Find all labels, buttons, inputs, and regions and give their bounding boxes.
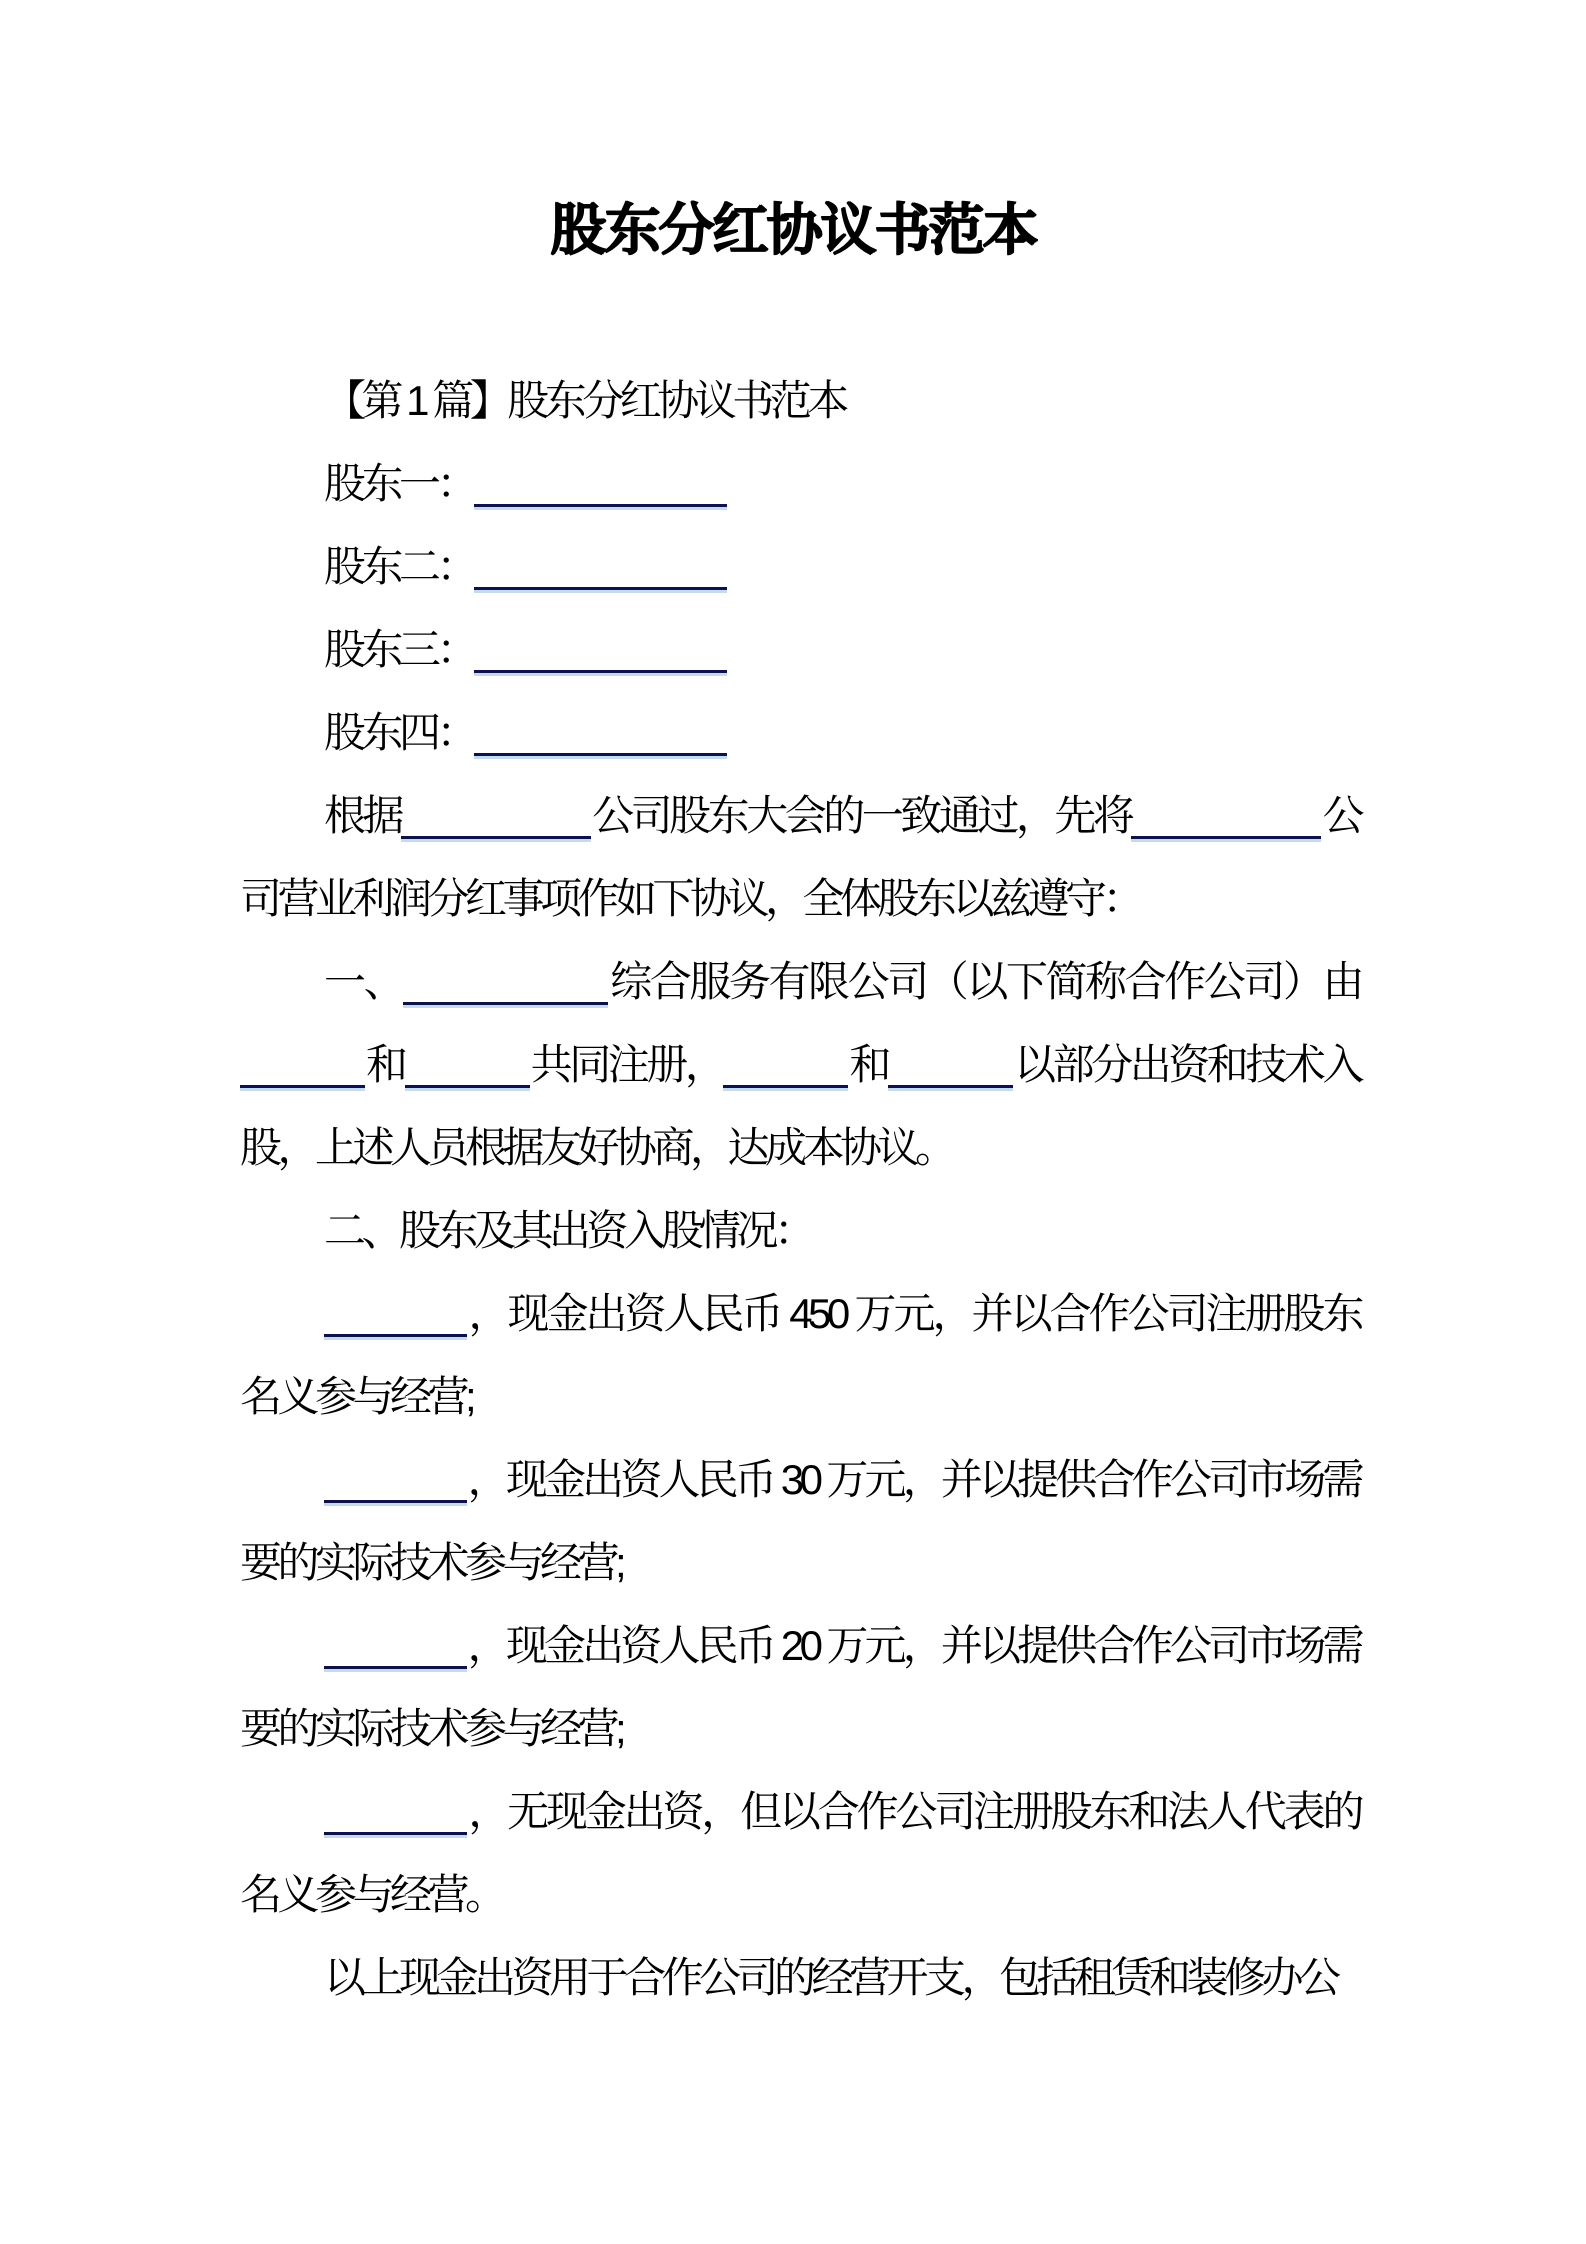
shareholder-1-line xyxy=(240,442,1360,525)
text-run: 以上现金出资用于合作公司的经营开支，包括租赁和装修办公 xyxy=(324,1954,1337,2001)
contribution-3-paragraph xyxy=(240,1604,1360,1770)
text-run: 【第 1 篇】股东分红协议书范本 xyxy=(324,377,845,424)
text-run: 股东三： xyxy=(324,626,475,673)
text-run: 和 xyxy=(848,1041,889,1088)
shareholder-4-line xyxy=(240,691,1360,774)
blank-underline xyxy=(324,1470,467,1503)
blank-underline xyxy=(401,806,591,839)
clause-1-paragraph xyxy=(240,940,1360,1189)
text-run: 一、 xyxy=(324,958,404,1005)
text-run: 股东一： xyxy=(324,460,475,507)
contribution-4-paragraph xyxy=(240,1770,1360,1936)
blank-underline xyxy=(403,972,608,1005)
text-run: ，无现金出资，但以合作公司注册股东和法人代表的名义参与经营。 xyxy=(240,1788,1360,1918)
text-run: 综合服务有限公司（以下简称合作公司）由 xyxy=(608,958,1360,1005)
text-run: 股东四： xyxy=(324,709,475,756)
text-run: 公司股东大会的一致通过，先将 xyxy=(591,792,1132,839)
section-heading xyxy=(240,359,1360,442)
blank-underline xyxy=(324,1802,467,1835)
text-run: 根据 xyxy=(324,792,402,839)
document-title: 股东分红协议书范本 xyxy=(550,198,1036,261)
shareholder-2-line xyxy=(240,525,1360,608)
text-run: 公司营业利润分红事项作如下协议，全体股东以兹遵守： xyxy=(240,792,1360,922)
blank-underline xyxy=(474,474,727,507)
blank-underline xyxy=(474,723,727,756)
text-run: 以部分出资和技术入股，上述人员根据友好协商，达成本协议。 xyxy=(240,1041,1360,1171)
text-run: 股东二： xyxy=(324,543,475,590)
blank-underline xyxy=(474,640,727,673)
blank-underline xyxy=(240,1055,365,1088)
text-run: 和 xyxy=(365,1041,405,1088)
text-run: ，现金出资人民币 20 万元，并以提供合作公司市场需要的实际技术参与经营; xyxy=(240,1622,1360,1752)
contribution-2-paragraph xyxy=(240,1438,1360,1604)
blank-underline xyxy=(888,1055,1013,1088)
cash-usage-paragraph xyxy=(240,1936,1360,2019)
clause-2-heading xyxy=(240,1189,1360,1272)
document-body xyxy=(240,359,1360,2019)
contribution-1-paragraph xyxy=(240,1272,1360,1438)
text-run: ，现金出资人民币 450 万元，并以合作公司注册股东名义参与经营; xyxy=(240,1290,1360,1420)
preamble-paragraph xyxy=(240,774,1360,940)
text-run: 二、股东及其出资入股情况： xyxy=(324,1207,812,1254)
text-run: 共同注册， xyxy=(529,1041,724,1088)
shareholder-3-line xyxy=(240,608,1360,691)
text-run: ，现金出资人民币 30 万元，并以提供合作公司市场需要的实际技术参与经营; xyxy=(240,1456,1360,1586)
blank-underline xyxy=(1131,806,1321,839)
blank-underline xyxy=(324,1636,467,1669)
blank-underline xyxy=(324,1304,467,1337)
blank-underline xyxy=(474,557,727,590)
blank-underline xyxy=(405,1055,530,1088)
blank-underline xyxy=(723,1055,848,1088)
